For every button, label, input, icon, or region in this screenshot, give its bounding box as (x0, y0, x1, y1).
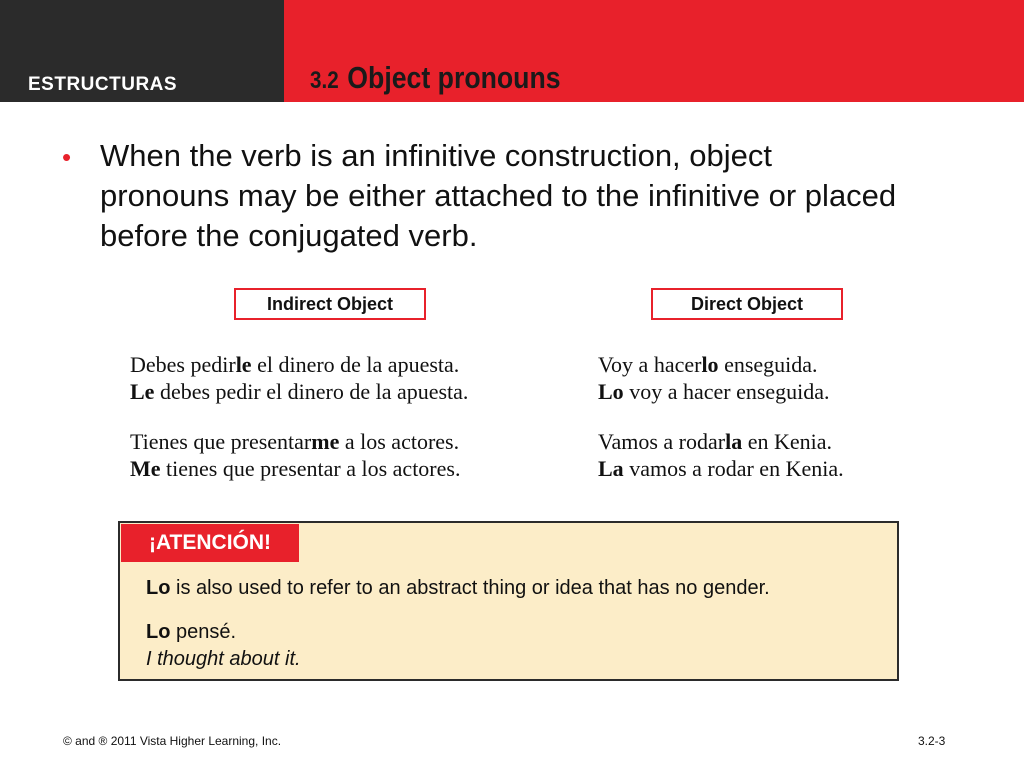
pronoun-highlight: la (725, 429, 743, 454)
pronoun-highlight: Me (130, 456, 161, 481)
direct-example-2 (598, 428, 844, 482)
example-line (130, 351, 468, 378)
example-text: Tienes que presentar (130, 429, 312, 454)
example-line (130, 455, 460, 482)
section-label: ESTRUCTURAS (28, 74, 178, 95)
example-text: en Kenia. (742, 429, 832, 454)
example-line (130, 428, 460, 455)
pronoun-highlight: le (235, 352, 252, 377)
copyright: © and ® 2011 Vista Higher Learning, Inc. (63, 734, 282, 748)
example-text: a los actores. (339, 429, 460, 454)
direct-example-1 (598, 351, 830, 405)
direct-object-heading: Direct Object (651, 288, 843, 320)
example-text: el dinero de la apuesta. (251, 352, 460, 377)
bullet-text: When the verb is an infinitive construction, object pronouns may be either attached to the infinitive or placed before the conjugated verb. (100, 138, 897, 253)
example-bold: Lo (146, 621, 171, 643)
example-text: pensé. (170, 621, 237, 643)
example-text: voy a hacer enseguida. (623, 379, 830, 404)
bullet-marker: • (62, 142, 72, 172)
example-text: enseguida. (718, 352, 818, 377)
example-text: tienes que presentar a los actores. (160, 456, 461, 481)
section-number: 3.2 (310, 67, 339, 94)
example-line (598, 455, 844, 482)
title-text: Object pronouns (347, 60, 561, 95)
note-text: is also used to refer to an abstract thing or idea that has no gender. (170, 577, 770, 599)
note-bold: Lo (146, 577, 171, 599)
slide-number: 3.2-3 (918, 734, 946, 748)
page-title (310, 60, 561, 96)
indirect-example-1 (130, 351, 468, 405)
example-text: Voy a hacer (598, 352, 702, 377)
pronoun-highlight: Lo (598, 379, 624, 404)
pronoun-highlight: me (311, 429, 340, 454)
example-text: vamos a rodar en Kenia. (623, 456, 844, 481)
example-text: Debes pedir (130, 352, 236, 377)
example-text: Vamos a rodar (598, 429, 726, 454)
example-text: debes pedir el dinero de la apuesta. (154, 379, 469, 404)
atencion-example (146, 621, 236, 644)
pronoun-highlight: lo (701, 352, 719, 377)
atencion-translation: I thought about it. (146, 648, 301, 670)
example-line (598, 378, 830, 405)
example-line (598, 351, 830, 378)
pronoun-highlight: Le (130, 379, 155, 404)
example-line (598, 428, 844, 455)
pronoun-highlight: La (598, 456, 624, 481)
atencion-note (146, 577, 770, 600)
indirect-object-heading: Indirect Object (234, 288, 426, 320)
example-line (130, 378, 468, 405)
indirect-example-2 (130, 428, 460, 482)
atencion-tag: ¡ATENCIÓN! (121, 524, 299, 562)
